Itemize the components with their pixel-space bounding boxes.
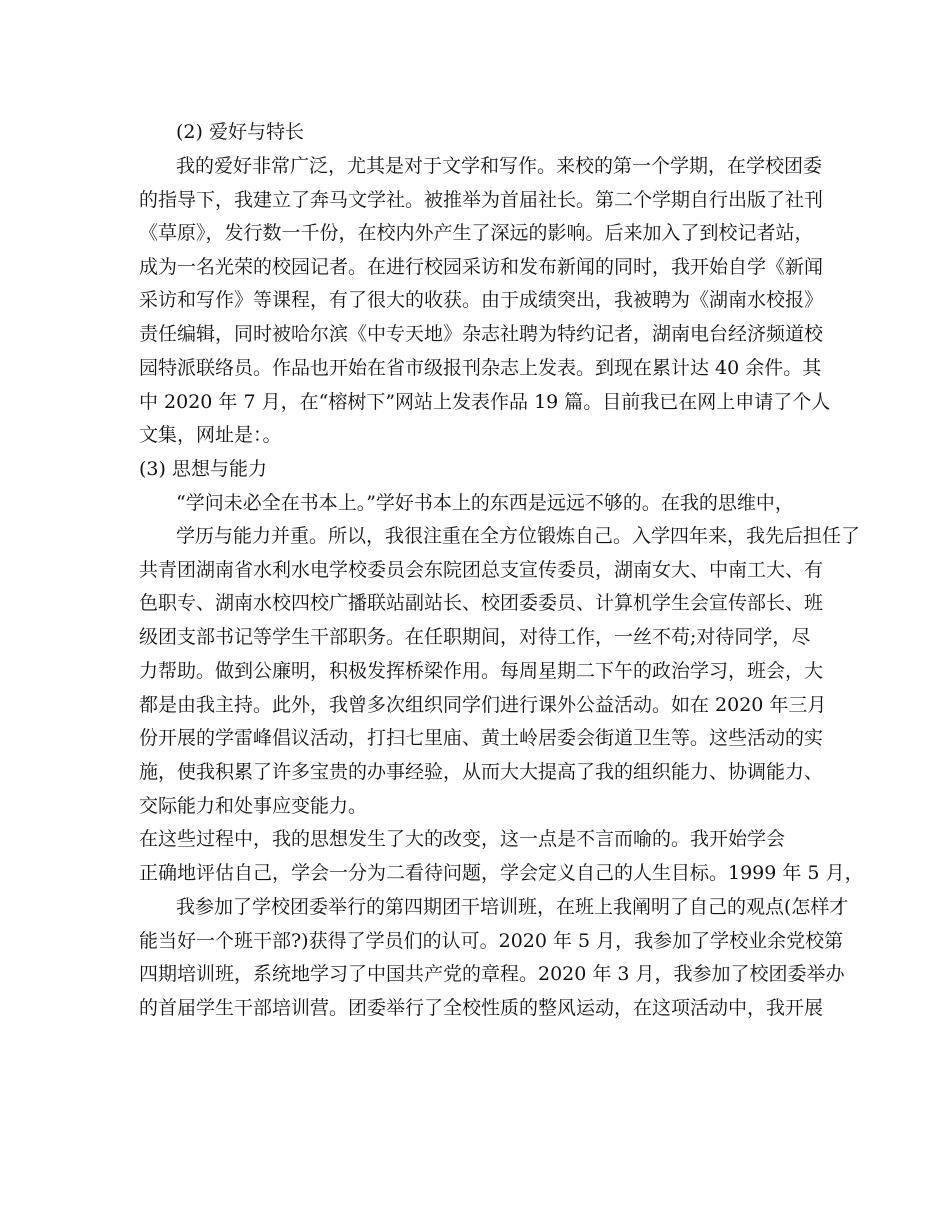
text-line: 责任编辑，同时被哈尔滨《中专天地》杂志社聘为特约记者，湖南电台经济频道校 xyxy=(139,323,824,345)
text-line: 学历与能力并重。所以，我很注重在全方位锻炼自己。入学四年来，我先后担任了 xyxy=(176,525,861,547)
text-line: 的指导下，我建立了奔马文学社。被推举为首届社长。第二个学期自行出版了社刊 xyxy=(139,189,824,211)
text-line: 份开展的学雷峰倡议活动，打扫七里庙、黄土岭居委会街道卫生等。这些活动的实 xyxy=(139,727,824,749)
text-line: 都是由我主持。此外，我曾多次组织同学们进行课外公益活动。如在 2020 年三月 xyxy=(139,694,827,716)
text-line: 在这些过程中，我的思想发生了大的改变，这一点是不言而喻的。我开始学会 xyxy=(139,828,786,850)
text-line: 成为一名光荣的校园记者。在进行校园采访和发布新闻的同时，我开始自学《新闻 xyxy=(139,256,824,278)
section-heading-thought: (3) 思想与能力 xyxy=(139,458,267,480)
text-line: 能当好一个班干部?)获得了学员们的认可。2020 年 5 月，我参加了学校业余党校第 xyxy=(139,930,844,952)
text-line: 《草原》，发行数一千份，在校内外产生了深远的影响。后来加入了到校记者站， xyxy=(139,222,814,244)
text-line: 文集，网址是：。 xyxy=(139,424,282,446)
text-line: 的首届学生干部培训营。团委举行了全校性质的整风运动，在这项活动中，我开展 xyxy=(139,997,824,1019)
text-line: 色职专、湖南水校四校广播联站副站长、校团委委员、计算机学生会宣传部长、班 xyxy=(139,592,824,614)
text-line: 我的爱好非常广泛，尤其是对于文学和写作。来校的第一个学期，在学校团委 xyxy=(176,155,823,177)
text-line: 采访和写作》等课程，有了很大的收获。由于成绩突出，我被聘为《湖南水校报》 xyxy=(139,289,824,311)
text-line: 园特派联络员。作品也开始在省市级报刊杂志上发表。到现在累计达 40 余件。其 xyxy=(139,357,822,379)
text-line: 中 2020 年 7 月，在“榕树下”网站上发表作品 19 篇。目前我已在网上申请了个人 xyxy=(139,391,831,413)
section-heading-hobbies: (2) 爱好与特长 xyxy=(176,121,304,143)
text-line: 四期培训班，系统地学习了中国共产党的章程。2020 年 3 月，我参加了校团委举办 xyxy=(139,963,845,985)
text-line: 力帮助。做到公廉明，积极发挥桥梁作用。每周星期二下午的政治学习，班会，大 xyxy=(139,660,824,682)
text-line: “学问未必全在书本上。”学好书本上的东西是远远不够的。在我的思维中， xyxy=(176,492,794,514)
text-line: 级团支部书记等学生干部职务。在任职期间，对待工作，一丝不苟;对待同学，尽 xyxy=(139,626,811,648)
text-line: 施，使我积累了许多宝贵的办事经验，从而大大提高了我的组织能力、协调能力、 xyxy=(139,761,824,783)
text-line: 交际能力和处事应变能力。 xyxy=(139,795,368,817)
text-line: 正确地评估自己，学会一分为二看待问题，学会定义自己的人生目标。1999 年 5 月， xyxy=(139,862,864,884)
text-line: 共青团湖南省水利水电学校委员会东院团总支宣传委员，湖南女大、中南工大、有 xyxy=(139,559,824,581)
text-line: 我参加了学校团委举行的第四期团干培训班，在班上我阐明了自己的观点(怎样才 xyxy=(176,896,849,918)
